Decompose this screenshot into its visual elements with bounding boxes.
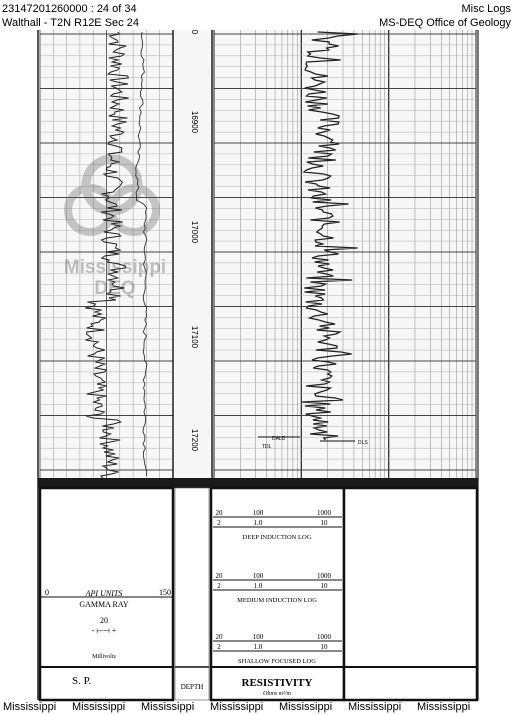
document-category: Misc Logs: [461, 3, 511, 15]
gamma-scale-left: 0: [45, 588, 49, 597]
sp-scale-value: 20: [100, 616, 108, 625]
footer-item: Mississippi: [72, 701, 126, 713]
footer-item: Mississippi: [417, 701, 471, 713]
depth-label: 16900: [190, 110, 199, 134]
footer-item: Mississippi: [348, 701, 402, 713]
sp-units: Millivolts: [92, 654, 116, 660]
sp-scale-symbols: - ⟝⟞ +: [91, 626, 117, 635]
track2-units: Ohms m²/m: [263, 691, 291, 697]
footer-item: Mississippi: [210, 701, 264, 713]
agency-name: MS-DEQ Office of Geology: [379, 17, 511, 29]
depth-label: 17000: [190, 220, 199, 244]
depth-label: 0: [190, 29, 199, 35]
shallow-bottom-scale: 1.0: [253, 643, 263, 651]
deep-bottom-scale: 2: [217, 519, 221, 527]
record-id: 23147201260000 : 24 of 34: [2, 3, 137, 15]
footer-item: Mississippi: [3, 701, 57, 713]
footer-item: Mississippi: [279, 701, 333, 713]
track3-header-box: [344, 488, 477, 700]
medium-top-scale: 100: [252, 572, 264, 580]
shallow-bottom-scale: 2: [217, 643, 221, 651]
track2-title: RESISTIVITY: [241, 677, 313, 689]
gamma-units: API UNITS: [85, 589, 123, 598]
deep-top-scale: 20: [215, 509, 223, 517]
marker-tdl: TDL: [262, 444, 272, 450]
medium-bottom-scale: 1.0: [253, 582, 263, 590]
medium-top-scale: 1000: [317, 572, 331, 580]
watermark-line2: DEQ: [94, 278, 136, 299]
shallow-top-scale: 100: [252, 633, 264, 641]
deep-bottom-scale: 1.0: [253, 519, 263, 527]
shallow-top-scale: 1000: [317, 633, 331, 641]
depth-header-box: [175, 488, 209, 700]
deep-bottom-scale: 10: [320, 519, 328, 527]
footer-watermark-strip: [0, 700, 515, 715]
deep-top-scale: 100: [252, 509, 264, 517]
depth-label: 17200: [190, 428, 199, 452]
marker-dald: DALD: [272, 436, 286, 442]
watermark-line1: Mississippi: [63, 257, 167, 278]
depth-title: DEPTH: [180, 683, 204, 691]
marker-dls: DLS: [358, 440, 368, 446]
well-location: Walthall - T2N R12E Sec 24: [2, 17, 139, 29]
depth-label: 17100: [190, 325, 199, 349]
medium-bottom-scale: 10: [320, 582, 328, 590]
deep-label: DEEP INDUCTION LOG: [242, 534, 312, 541]
medium-bottom-scale: 2: [217, 582, 221, 590]
shallow-top-scale: 20: [215, 633, 223, 641]
shallow-bottom-scale: 10: [320, 643, 328, 651]
footer-item: Mississippi: [141, 701, 195, 713]
medium-top-scale: 20: [215, 572, 223, 580]
medium-label: MEDIUM INDUCTION LOG: [237, 597, 317, 604]
deep-top-scale: 1000: [317, 509, 331, 517]
gamma-scale-right: 150: [159, 588, 171, 597]
log-bottom-band: [38, 478, 478, 488]
track1-title: S. P.: [72, 675, 92, 687]
gamma-curve-label: GAMMA RAY: [79, 600, 129, 609]
shallow-label: SHALLOW FOCUSED LOG: [238, 658, 316, 665]
